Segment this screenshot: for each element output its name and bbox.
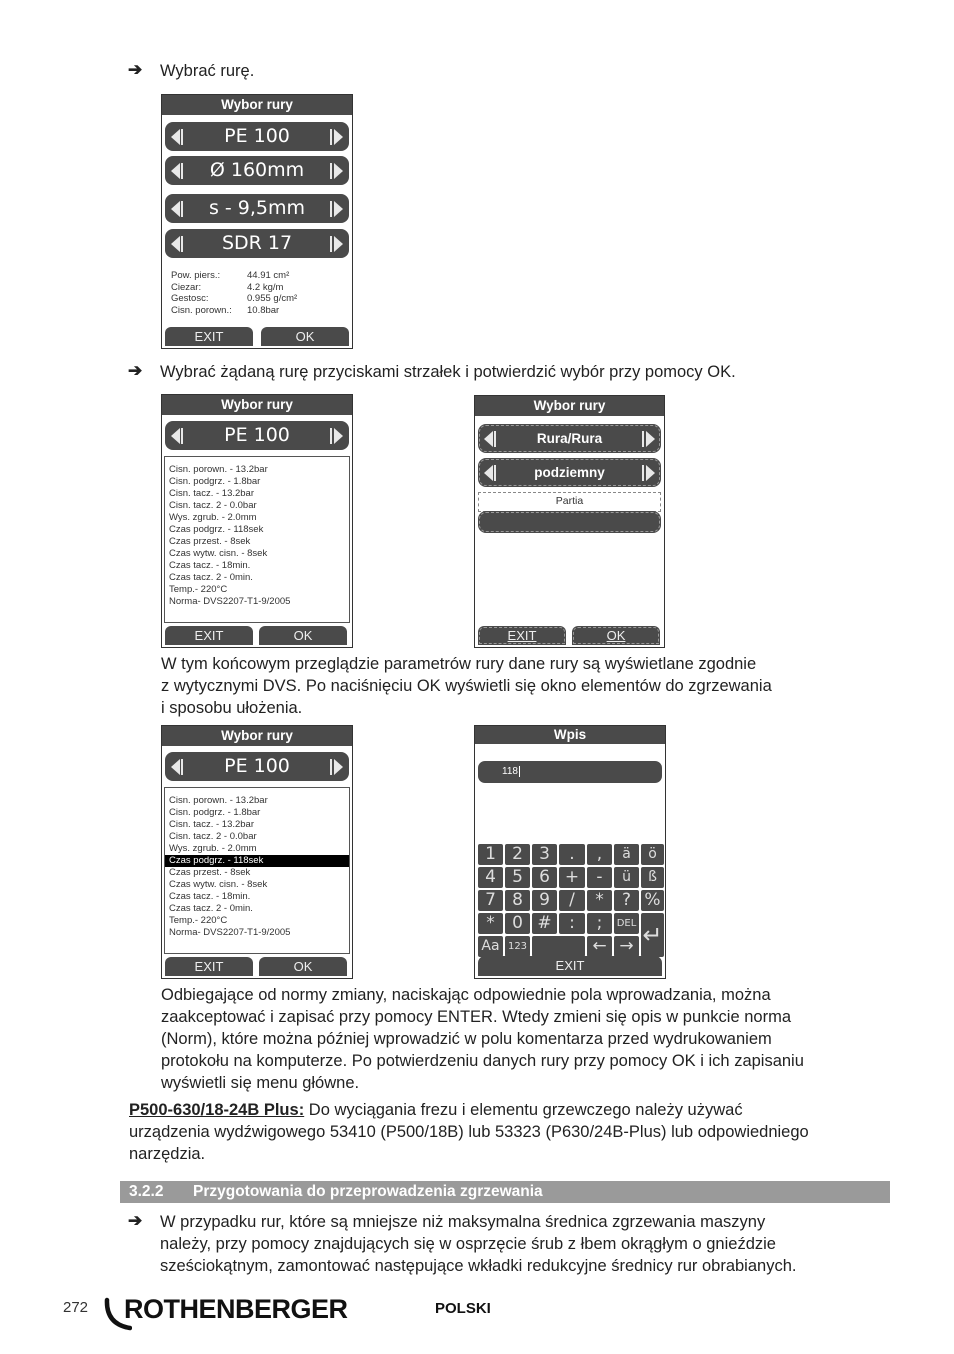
key[interactable]: %: [640, 889, 665, 912]
pipe-selection-screen: [161, 94, 353, 349]
key[interactable]: 3: [531, 843, 558, 866]
key[interactable]: 6: [531, 866, 558, 889]
key[interactable]: 8: [504, 889, 531, 912]
key[interactable]: ?: [613, 889, 640, 912]
arrow-right-icon[interactable]: [641, 424, 657, 453]
arrow-right-icon: ➔: [128, 60, 143, 79]
language-label: POLSKI: [435, 1300, 491, 1317]
material-selector[interactable]: PE 100: [165, 421, 349, 450]
parameter-list: [164, 787, 350, 954]
space-key[interactable]: [531, 935, 586, 958]
exit-button[interactable]: EXIT: [165, 327, 253, 346]
list-item[interactable]: Czas podgrz. - 118sek: [169, 524, 264, 535]
list-item[interactable]: Cisn. podgrz. - 1.8bar: [169, 807, 261, 818]
list-item[interactable]: Temp.- 220°C: [169, 584, 228, 595]
numeric-mode-key[interactable]: 123: [504, 935, 531, 958]
key[interactable]: 9: [531, 889, 558, 912]
key[interactable]: #: [531, 912, 558, 935]
key[interactable]: /: [558, 889, 586, 912]
paragraph: P500-630/18-24B Plus: Do wyciągania frezu i elementu grzewczego należy używać urządzenia wydźwigowego 53410 (P500/18B) lub 53323 (P630/24B-Plus) lub odpowiedniego narzędzia.: [129, 1101, 809, 1163]
list-item[interactable]: Cisn. tacz. - 13.2bar: [169, 819, 255, 830]
case-toggle-key[interactable]: Aa: [477, 935, 504, 958]
step-text: Wybrać rurę.: [160, 62, 255, 80]
paragraph: W tym końcowym przeglądzie parametrów rury dane rury są wyświetlane zgodnie z wytycznymi DVS. Po naciśnięciu OK wyświetli się okno elementów do zgrzewania i sposobu ułożenia.: [161, 655, 772, 717]
brand-logo: ROTHENBERGER: [124, 1294, 348, 1324]
list-item[interactable]: Czas tacz. - 18min.: [169, 560, 251, 571]
arrow-left-icon[interactable]: [482, 424, 498, 453]
exit-button[interactable]: EXIT: [478, 626, 566, 645]
arrow-left-icon[interactable]: [169, 156, 185, 185]
pipe-info: Pow. piers.: 44.91 cm² Ciezar: 4.2 kg/m Gestosc: 0.955 g/cm² Cisn. porown.: 10.8bar: [171, 270, 298, 316]
arrow-right-icon: ➔: [128, 361, 143, 380]
exit-button[interactable]: EXIT: [165, 626, 253, 645]
material-selector[interactable]: PE 100: [165, 122, 349, 151]
key[interactable]: *: [477, 912, 504, 935]
arrow-right-icon[interactable]: [329, 194, 345, 223]
pipe-parameters-screen-selected: [161, 725, 353, 979]
sdr-selector[interactable]: SDR 17: [165, 229, 349, 258]
key[interactable]: 2: [504, 843, 531, 866]
key[interactable]: +: [558, 866, 586, 889]
key[interactable]: 7: [477, 889, 504, 912]
key[interactable]: ;: [586, 912, 613, 935]
list-item[interactable]: Cisn. tacz. 2 - 0.0bar: [169, 500, 257, 511]
arrow-left-icon[interactable]: [169, 122, 185, 151]
list-item[interactable]: Czas tacz. 2 - 0min.: [169, 903, 253, 914]
delete-key[interactable]: DEL: [613, 912, 640, 935]
batch-label: Partia: [478, 492, 661, 512]
ok-button[interactable]: OK: [261, 327, 349, 346]
key[interactable]: ,: [586, 843, 613, 866]
diameter-selector[interactable]: Ø 160mm: [165, 156, 349, 185]
list-item[interactable]: Cisn. tacz. 2 - 0.0bar: [169, 831, 257, 842]
welding-elements-screen: [474, 395, 665, 648]
arrow-left-icon[interactable]: [169, 194, 185, 223]
list-item[interactable]: Czas przest. - 8sek: [169, 536, 251, 547]
list-item[interactable]: Cisn. tacz. - 13.2bar: [169, 488, 255, 499]
arrow-left-icon[interactable]: [169, 752, 185, 781]
page-number: 272: [63, 1299, 89, 1316]
element-selector[interactable]: Rura/Rura: [478, 424, 661, 453]
arrow-left-icon[interactable]: [169, 421, 185, 450]
step-text: Wybrać żądaną rurę przyciskami strzałek i potwierdzić wybór przy pomocy OK.: [160, 363, 736, 381]
list-item[interactable]: Temp.- 220°C: [169, 915, 228, 926]
text-cursor: [519, 766, 520, 777]
arrow-left-icon[interactable]: [169, 229, 185, 258]
key[interactable]: *: [586, 889, 613, 912]
key[interactable]: 4: [477, 866, 504, 889]
key[interactable]: :: [558, 912, 586, 935]
list-item[interactable]: Czas tacz. - 18min.: [169, 891, 251, 902]
key[interactable]: 0: [504, 912, 531, 935]
list-item[interactable]: Czas przest. - 8sek: [169, 867, 251, 878]
list-item[interactable]: Norma- DVS2207-T1-9/2005: [169, 927, 291, 938]
list-item[interactable]: Czas tacz. 2 - 0min.: [169, 572, 253, 583]
arrow-right-icon[interactable]: [329, 752, 345, 781]
ok-button[interactable]: OK: [259, 957, 347, 976]
value-input[interactable]: 118: [478, 761, 662, 783]
key[interactable]: ß: [640, 866, 665, 889]
screen-title: Wybor rury: [162, 726, 352, 746]
batch-input[interactable]: [478, 511, 661, 533]
step-text: W przypadku rur, które są mniejsze niż maksymalna średnica zgrzewania maszyny należy, przy pomocy znajdujących się w osprzęcie śrub z łbem okrągłym o gnieździe sześciokątnym, zamontować następujące wkładki redukcyjne średnicy rur obrabianych.: [160, 1213, 797, 1275]
key[interactable]: 5: [504, 866, 531, 889]
list-item[interactable]: Cisn. porown. - 13.2bar: [169, 464, 268, 475]
wall-thickness-selector[interactable]: s - 9,5mm: [165, 194, 349, 223]
key[interactable]: .: [558, 843, 586, 866]
key[interactable]: ü: [613, 866, 640, 889]
key[interactable]: ä: [613, 843, 640, 866]
key[interactable]: ö: [640, 843, 665, 866]
cursor-right-key[interactable]: →: [613, 935, 640, 958]
key[interactable]: 1: [477, 843, 504, 866]
list-item[interactable]: Czas wytw. cisn. - 8sek: [169, 879, 268, 890]
model-label: P500-630/18-24B Plus:: [129, 1101, 305, 1119]
list-item[interactable]: Wys. zgrub. - 2.0mm: [169, 843, 257, 854]
pipe-parameters-screen: [161, 394, 353, 648]
arrow-right-icon[interactable]: [329, 122, 345, 151]
screen-title: Wybor rury: [475, 396, 664, 416]
arrow-right-icon[interactable]: [329, 421, 345, 450]
list-item[interactable]: Cisn. podgrz. - 1.8bar: [169, 476, 261, 487]
ok-button[interactable]: OK: [572, 626, 660, 645]
screen-title: Wybor rury: [162, 95, 352, 115]
ok-button[interactable]: OK: [259, 626, 347, 645]
key[interactable]: -: [586, 866, 613, 889]
list-item[interactable]: Wys. zgrub. - 2.0mm: [169, 512, 257, 523]
exit-button[interactable]: EXIT: [478, 956, 662, 976]
arrow-right-icon[interactable]: [641, 458, 657, 487]
list-item-selected[interactable]: Czas podgrz. - 118sek: [165, 855, 349, 867]
arrow-right-icon[interactable]: [329, 156, 345, 185]
enter-key[interactable]: ↵: [640, 912, 665, 958]
arrow-left-icon[interactable]: [482, 458, 498, 487]
list-item[interactable]: Czas wytw. cisn. - 8sek: [169, 548, 268, 559]
paragraph: Odbiegające od normy zmiany, naciskając odpowiednie pola wprowadzania, można zaakceptować i zapisać przy pomocy ENTER. Wtedy zmieni się opis w punkcie norma (Norm), które można później wprowadzić w polu komentarza przed wydrukowaniem protokołu na komputerze. Po potwierdzeniu danych rury przy pomocy OK i ich zapisaniu wyświetli się menu główne.: [161, 986, 804, 1092]
laying-method-selector[interactable]: podziemny: [478, 458, 661, 487]
arrow-right-icon: ➔: [128, 1211, 143, 1230]
input-screen: [474, 725, 666, 979]
exit-button[interactable]: EXIT: [165, 957, 253, 976]
screen-title: Wybor rury: [162, 395, 352, 415]
list-item[interactable]: Norma- DVS2207-T1-9/2005: [169, 596, 291, 607]
list-item[interactable]: Cisn. porown. - 13.2bar: [169, 795, 268, 806]
arrow-right-icon[interactable]: [329, 229, 345, 258]
screen-title: Wpis: [475, 726, 665, 744]
parameter-list: [164, 456, 350, 623]
section-heading: 3.2.2 Przygotowania do przeprowadzenia zgrzewania: [120, 1181, 890, 1203]
cursor-left-key[interactable]: ←: [586, 935, 613, 958]
material-selector[interactable]: PE 100: [165, 752, 349, 781]
